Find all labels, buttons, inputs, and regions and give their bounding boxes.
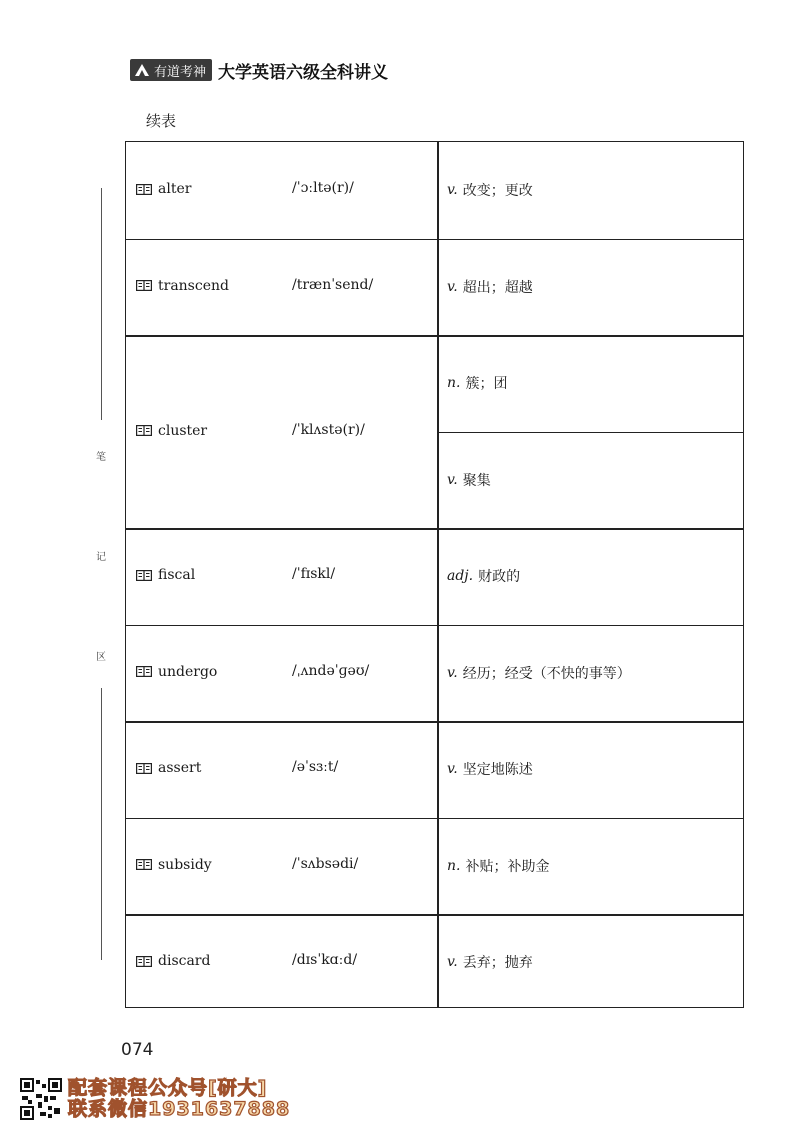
vocab-table: [125, 141, 744, 1008]
vocab-definition: [447, 856, 549, 876]
page-number: 074: [121, 1040, 154, 1060]
vocab-word: alter: [158, 181, 192, 198]
vocab-definition: [447, 566, 520, 586]
row-divider: [126, 818, 743, 820]
vocab-definition: [447, 952, 533, 972]
vocab-definition: [447, 277, 533, 297]
row-divider: [126, 239, 743, 241]
continuation-label: 续表: [146, 112, 177, 130]
vocab-word: fiscal: [158, 567, 196, 584]
vocab-phonetic: /ˈklʌstə(r)/: [292, 421, 365, 438]
vocab-word: undergo: [158, 663, 218, 680]
definition-text: 财政的: [478, 569, 521, 586]
book-icon: [136, 570, 152, 581]
definition-text: 簇；团: [465, 376, 508, 393]
book-icon: [136, 666, 152, 677]
side-note-char: 笔: [96, 452, 106, 463]
side-note-line-top: [101, 188, 102, 420]
sub-row-divider: [437, 432, 743, 434]
book-title: 大学英语六级全科讲义: [218, 62, 389, 83]
word-cell: [136, 953, 210, 969]
vocab-definition: [447, 470, 491, 490]
vocab-word: transcend: [158, 277, 229, 294]
definition-text: 补贴；补助金: [465, 858, 550, 875]
vocab-phonetic: /dɪsˈkɑːd/: [292, 952, 358, 969]
vocab-definition: [447, 759, 533, 779]
brand-mark-icon: [134, 63, 150, 77]
vocab-definition: [447, 663, 631, 683]
definition-text: 丢弃；抛弃: [462, 955, 533, 972]
vocab-phonetic: /ˈsʌbsədi/: [292, 855, 359, 872]
part-of-speech: v.: [447, 278, 458, 295]
row-divider: [126, 914, 743, 916]
book-icon: [136, 763, 152, 774]
part-of-speech: v.: [447, 761, 458, 778]
book-icon: [136, 859, 152, 870]
vocab-phonetic: /əˈsɜːt/: [292, 759, 339, 776]
part-of-speech: v.: [447, 664, 458, 681]
word-cell: [136, 567, 195, 583]
book-icon: [136, 184, 152, 195]
brand-name: 有道考神: [154, 64, 207, 80]
part-of-speech: v.: [447, 182, 458, 199]
side-note-char: 记: [96, 552, 106, 563]
side-note-char: 区: [96, 652, 106, 663]
word-cell: [136, 278, 229, 294]
book-icon: [136, 956, 152, 967]
definition-text: 经历；经受（不快的事等）: [462, 665, 631, 682]
row-divider: [126, 335, 743, 337]
side-note-line-bottom: [101, 688, 102, 960]
book-icon: [136, 425, 152, 436]
footer-promo: [20, 1078, 290, 1120]
vocab-phonetic: /ˈfɪskl/: [292, 566, 336, 583]
vocab-word: discard: [158, 953, 211, 970]
part-of-speech: adj.: [447, 568, 474, 585]
part-of-speech: n.: [447, 375, 461, 392]
vocab-word: assert: [158, 760, 202, 777]
page-header: [130, 58, 388, 82]
word-cell: [136, 760, 201, 776]
promo-line-1: 配套课程公众号[研大]: [68, 1077, 268, 1099]
word-cell: [136, 857, 212, 873]
vocab-phonetic: /trænˈsend/: [292, 276, 374, 293]
part-of-speech: n.: [447, 857, 461, 874]
column-divider: [437, 142, 439, 1007]
qr-code-icon: [20, 1078, 62, 1120]
vocab-definition: [447, 373, 507, 393]
row-divider: [126, 721, 743, 723]
word-cell: [136, 423, 207, 439]
definition-text: 坚定地陈述: [462, 762, 533, 779]
definition-text: 超出；超越: [462, 279, 533, 296]
row-divider: [126, 528, 743, 530]
definition-text: 聚集: [462, 472, 491, 489]
vocab-definition: [447, 180, 533, 200]
part-of-speech: v.: [447, 471, 458, 488]
word-cell: [136, 664, 217, 680]
vocab-word: subsidy: [158, 856, 212, 873]
row-divider: [126, 625, 743, 627]
word-cell: [136, 181, 191, 197]
promo-line-2: 联系微信1931637888: [68, 1098, 291, 1120]
vocab-phonetic: /ˈɔːltə(r)/: [292, 180, 354, 197]
vocab-phonetic: /ˌʌndəˈɡəʊ/: [292, 662, 370, 679]
definition-text: 改变；更改: [462, 183, 533, 200]
brand-logo: [130, 59, 212, 81]
part-of-speech: v.: [447, 954, 458, 971]
vocab-word: cluster: [158, 422, 208, 439]
book-icon: [136, 280, 152, 291]
